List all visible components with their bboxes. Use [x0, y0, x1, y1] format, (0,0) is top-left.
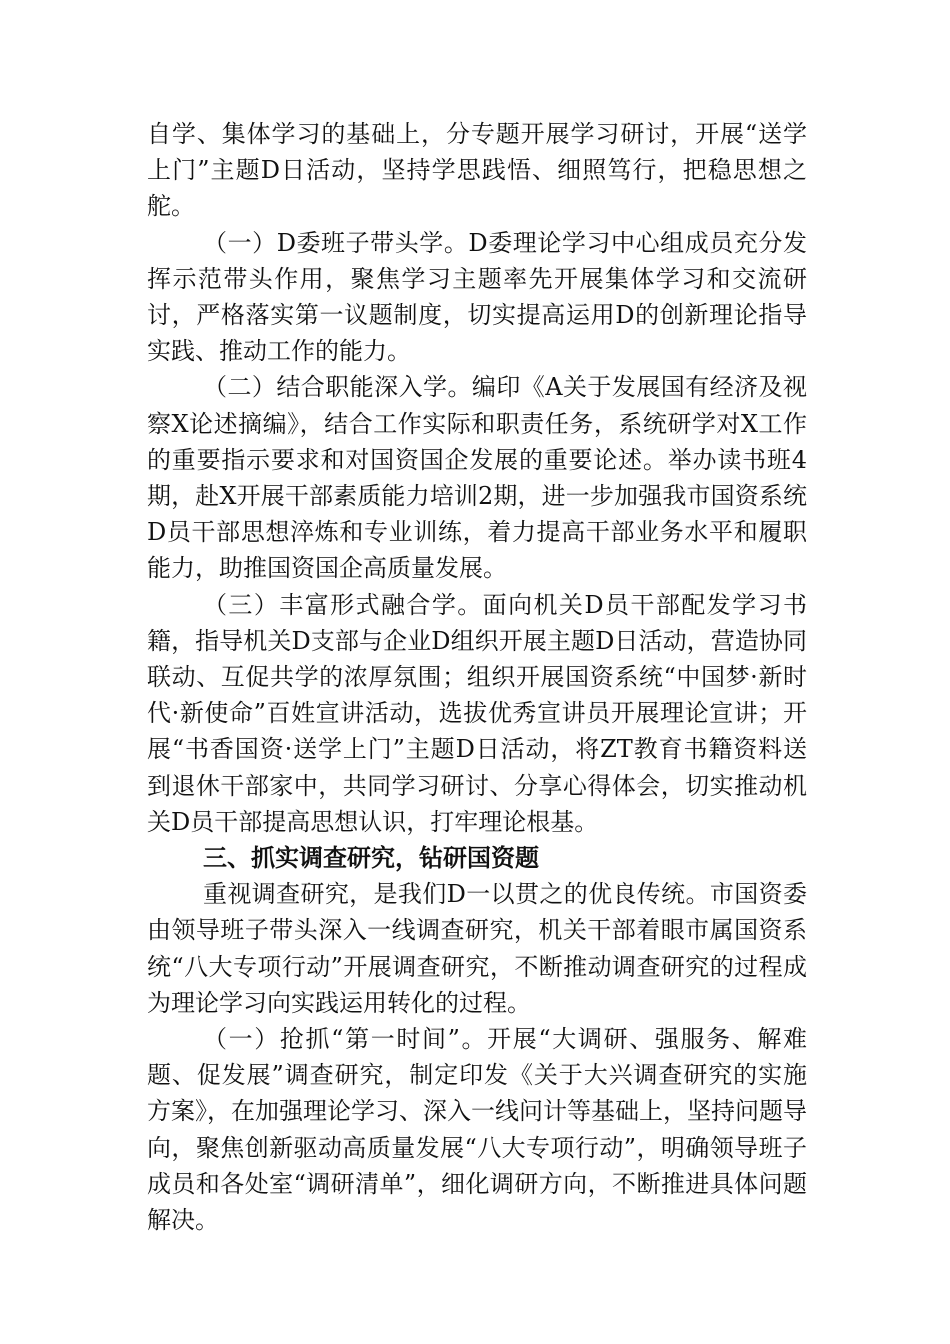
section-heading: 三、抓实调查研究，钻研国资题 [203, 844, 539, 873]
paragraph-intro: 重视调查研究，是我们D一以贯之的优良传统。市国资委由领导班子带头深入一线调查研究，机关干部着眼市属国资系统“八大专项行动”开展调查研究，不断推动调查研究的过程成为理论学习向实践运用转化的过程。 [147, 880, 807, 1017]
paragraph-continuation: 自学、集体学习的基础上，分专题开展学习研讨，开展“送学上门”主题D日活动，坚持学思践悟、细照笃行，把稳思想之舵。 [147, 120, 807, 221]
paragraph-subsection-1: （一）抢抓“第一时间”。开展“大调研、强服务、解难题、促发展”调查研究，制定印发《关于大兴调查研究的实施方案》，在加强理论学习、深入一线问计等基础上，坚持问题导向，聚焦创新驱动高质量发展“八大专项行动”，明确领导班子成员和各处室“调研清单”，细化调研方向，不断推进具体问题解决。 [147, 1025, 807, 1235]
paragraph-section-3: （三）丰富形式融合学。面向机关D员干部配发学习书籍，指导机关D支部与企业D组织开展主题D日活动，营造协同联动、互促共学的浓厚氛围；组织开展国资系统“中国梦·新时代·新使命”百姓宣讲活动，选拔优秀宣讲员开展理论宣讲；开展“书香国资·送学上门”主题D日活动，将ZT教育书籍资料送到退休干部家中，共同学习研讨、分享心得体会，切实推动机关D员干部提高思想认识，打牢理论根基。 [147, 590, 807, 836]
paragraph-section-1: （一）D委班子带头学。D委理论学习中心组成员充分发挥示范带头作用，聚焦学习主题率先开展集体学习和交流研讨，严格落实第一议题制度，切实提高运用D的创新理论指导实践、推动工作的能力。 [147, 228, 807, 366]
paragraph-section-2: （二）结合职能深入学。编印《A关于发展国有经济及视察X论述摘编》，结合工作实际和职责任务，系统研学对X工作的重要指示要求和对国资国企发展的重要论述。举办读书班4期，赴X开展干部素质能力培训2期，进一步加强我市国资系统D员干部思想淬炼和专业训练，着力提高干部业务水平和履职能力，助推国资国企高质量发展。 [147, 373, 807, 583]
document-page [147, 116, 807, 1238]
